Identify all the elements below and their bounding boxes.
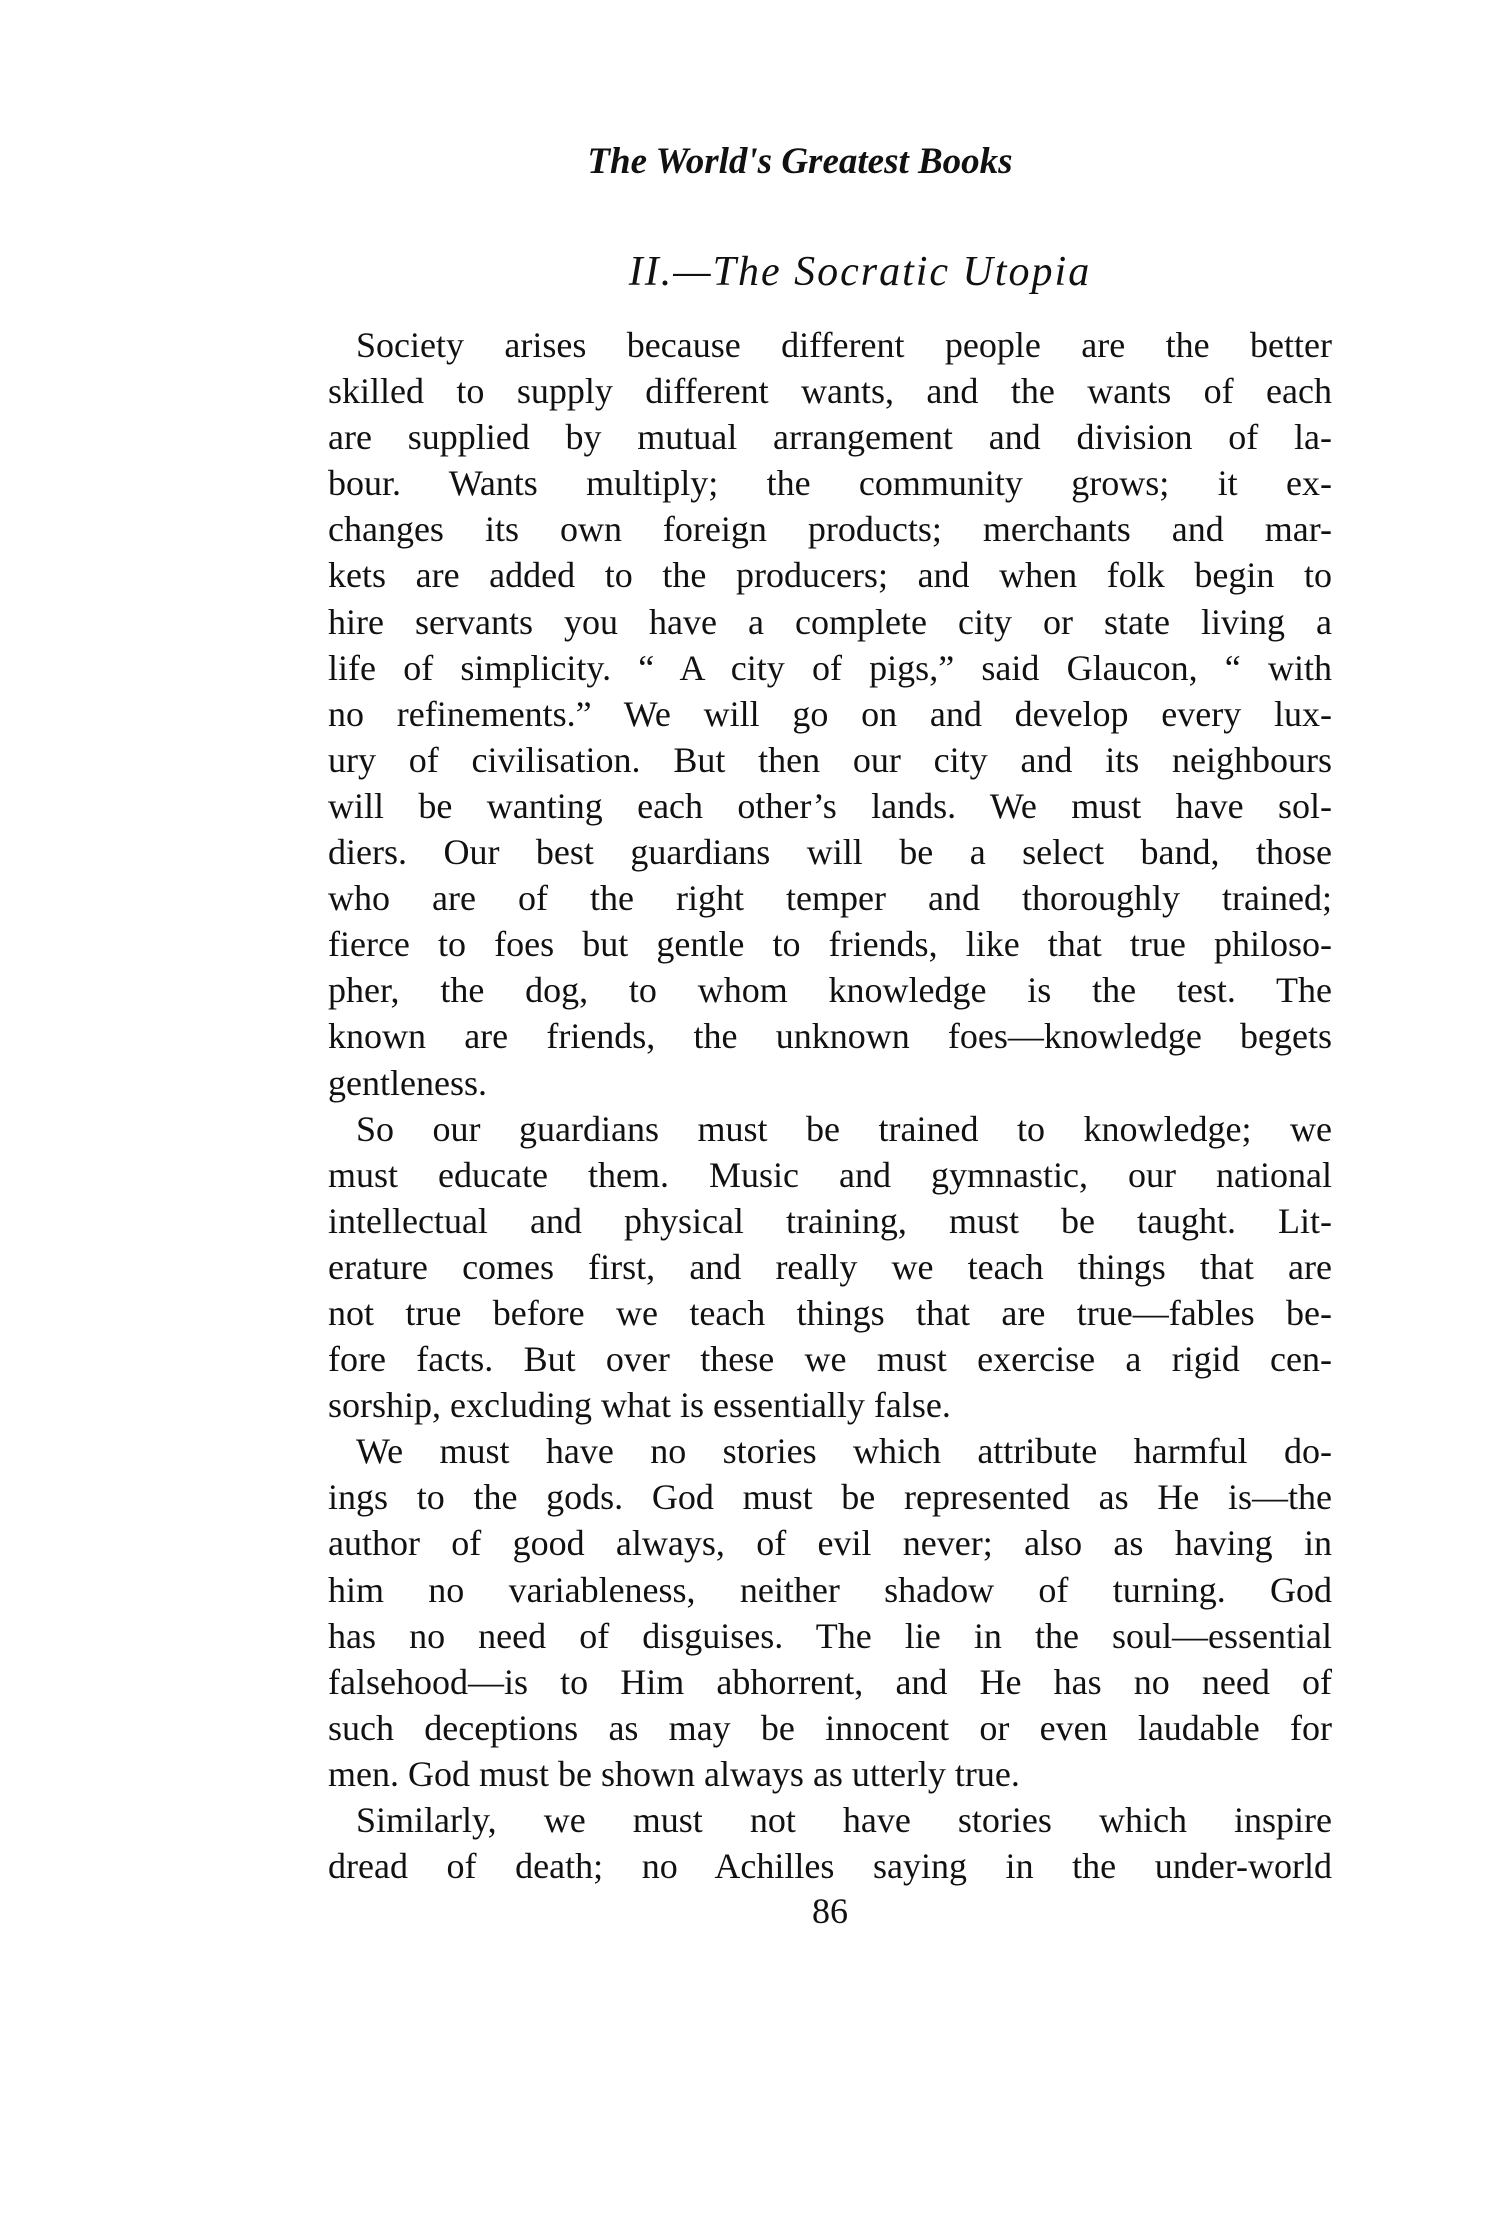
text-line: ury of civilisation. But then our city and its neighbours xyxy=(328,739,1332,780)
text-line: known are friends, the unknown foes—knowledge begets xyxy=(328,1016,1332,1057)
text-line: diers. Our best guardians will be a select band, those xyxy=(328,832,1332,873)
text-line: who are of the right temper and thoroughly trained; xyxy=(328,878,1332,919)
text-line: dread of death; no Achilles saying in the under-world xyxy=(328,1846,1332,1887)
text-line: sorship, excluding what is essentially false. xyxy=(328,1385,951,1426)
text-line: pher, the dog, to whom knowledge is the test. The xyxy=(328,970,1332,1011)
text-line: life of simplicity. “ A city of pigs,” said Glaucon, “ with xyxy=(328,647,1332,688)
text-line: will be wanting each other’s lands. We must have sol- xyxy=(328,785,1332,826)
text-line: gentleness. xyxy=(328,1062,487,1103)
text-line: So our guardians must be trained to knowledge; we xyxy=(356,1108,1332,1149)
text-line: erature comes first, and really we teach things that are xyxy=(328,1246,1332,1287)
text-line: men. God must be shown always as utterly true. xyxy=(328,1753,1020,1794)
text-line: hire servants you have a complete city or state living a xyxy=(328,601,1332,642)
running-head: The World's Greatest Books xyxy=(587,141,1013,182)
text-line: author of good always, of evil never; also as having in xyxy=(328,1523,1332,1564)
text-line: We must have no stories which attribute harmful do- xyxy=(356,1431,1332,1472)
text-line: Similarly, we must not have stories which inspire xyxy=(356,1800,1332,1840)
text-line: intellectual and physical training, must be taught. Lit- xyxy=(328,1200,1332,1241)
text-line: no refinements.” We will go on and develop every lux- xyxy=(328,693,1332,734)
text-line: him no variableness, neither shadow of turning. God xyxy=(328,1569,1332,1610)
text-line: falsehood—is to Him abhorrent, and He has no need of xyxy=(328,1661,1332,1702)
text-line: such deceptions as may be innocent or even laudable for xyxy=(328,1707,1332,1748)
text-line: fore facts. But over these we must exercise a rigid cen- xyxy=(328,1339,1332,1380)
text-line: changes its own foreign products; merchants and mar- xyxy=(328,509,1332,550)
text-line: has no need of disguises. The lie in the soul—essential xyxy=(328,1615,1332,1656)
text-line: fierce to foes but gentle to friends, like that true philoso- xyxy=(328,924,1332,965)
text-line: ings to the gods. God must be represented as He is—the xyxy=(328,1477,1332,1518)
text-line: not true before we teach things that are true—fables be- xyxy=(328,1292,1332,1333)
text-line: are supplied by mutual arrangement and division of la- xyxy=(328,417,1332,458)
text-line: must educate them. Music and gymnastic, our national xyxy=(328,1154,1332,1195)
page-number: 86 xyxy=(812,1891,848,1931)
text-line: kets are added to the producers; and when folk begin to xyxy=(328,555,1332,596)
text-line: skilled to supply different wants, and the wants of each xyxy=(328,371,1332,412)
text-line: Society arises because different people are the better xyxy=(356,325,1332,365)
chapter-heading: II.—The Socratic Utopia xyxy=(628,249,1092,295)
body-text xyxy=(328,322,1332,1889)
text-line: bour. Wants multiply; the community grows; it ex- xyxy=(328,463,1332,504)
